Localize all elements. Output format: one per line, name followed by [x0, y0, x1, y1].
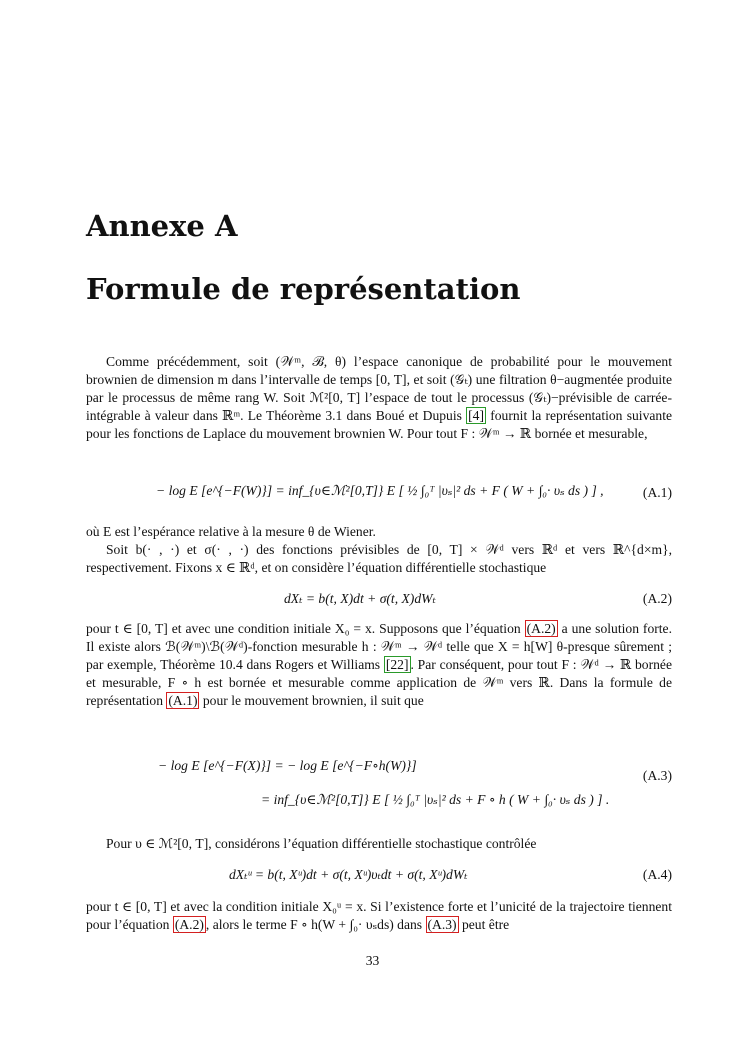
equation-a2-formula: dXₜ = b(t, X)dt + σ(t, X)dWₜ — [284, 591, 436, 606]
equation-a3-line2: = inf_{υ∈ℳ²[0,T]} E [ ½ ∫₀ᵀ |υₛ|² ds + F ∘ h ( W + ∫₀· υₛ ds ) ] . — [261, 792, 610, 807]
paragraph-intro — [86, 353, 672, 443]
paragraph-controle: Pour υ ∈ ℳ²[0, T], considérons l’équation différentielle stochastique contrôlée — [106, 836, 537, 851]
paragraph-intro-text: Comme précédemment, soit (𝒲ᵐ, ℬ, θ) l’espace canonique de probabilité pour le mouvement brownien de dimension m dans l’intervalle de temps [0, T], et soit (𝒢ₜ) une filtration θ−augmentée produite par le processus de même rang W. Soit ℳ²[0, T] l’espace de tout le processus (𝒢ₜ)−prévisible de carrée-intégrable à valeur dans ℝᵐ. Le Théorème 3.1 dans Boué et Dupuis — [86, 354, 672, 423]
equation-a1-label: (A.1) — [642, 485, 672, 500]
paragraph-unicite — [86, 898, 672, 934]
equation-a1-formula: − log E [e^{−F(W)}] = inf_{υ∈ℳ²[0,T]} E [ ½ ∫₀ᵀ |υₛ|² ds + F ( W + ∫₀· υₛ ds ) ] , — [156, 483, 604, 498]
paragraph-unicite-text-1: pour t ∈ [0, T] et avec la condition initiale X₀ᵘ = x. Si l’existence forte et l’unicité de la trajectoire tiennent pour l’équation — [86, 899, 672, 932]
paragraph-intro-text-after: fournit la représentation suivante pour les fonctions de Laplace du mouvement brownien W. Pour tout F : 𝒲ᵐ → ℝ bornée et mesurable, — [86, 408, 673, 441]
page-number: 33 — [365, 953, 380, 968]
equation-link-a2[interactable]: (A.2) — [526, 621, 556, 636]
equation-link-a3[interactable]: (A.3) — [427, 917, 457, 932]
equation-a1 — [86, 478, 672, 508]
equation-a3 — [86, 756, 672, 826]
paragraph-solution-forte-text-1: pour t ∈ [0, T] et avec une condition initiale X₀ = x. Supposons que l’équation — [86, 621, 525, 636]
paragraph-solution-forte-text-3: . Par conséquent, pour tout F : 𝒲ᵈ → ℝ bornée et mesurable, F ∘ h est bornée et mesurable comme application de 𝒲ᵐ vers ℝ. Dans la formule de représentation — [86, 657, 672, 708]
equation-a3-line1: − log E [e^{−F(X)}] = − log E [e^{−F∘h(W)}] — [158, 758, 417, 773]
equation-a3-label: (A.3) — [642, 768, 672, 783]
citation-link-22[interactable]: [22] — [385, 657, 409, 672]
equation-a4-formula: dXₜᵘ = b(t, Xᵘ)dt + σ(t, Xᵘ)υₜdt + σ(t, Xᵘ)dWₜ — [229, 867, 468, 882]
paragraph-solution-forte — [86, 620, 672, 710]
chapter-title: Formule de représentation — [86, 272, 521, 306]
equation-link-a1[interactable]: (A.1) — [168, 693, 198, 708]
paragraph-esperance: où E est l’espérance relative à la mesure θ de Wiener. — [86, 524, 376, 539]
citation-link-4[interactable]: [4] — [468, 408, 485, 423]
equation-link-a2-second[interactable]: (A.2) — [174, 917, 204, 932]
chapter-label: Annexe A — [86, 209, 238, 243]
paragraph-solution-forte-text-4: pour le mouvement brownien, il suit que — [199, 693, 424, 708]
equation-a2 — [86, 584, 672, 614]
paragraph-unicite-text-2: , alors le terme F ∘ h(W + ∫₀· υₛds) dans — [205, 917, 426, 932]
paragraph-unicite-text-3: peut être — [458, 917, 510, 932]
equation-a4-label: (A.4) — [642, 867, 672, 882]
equation-a2-label: (A.2) — [642, 591, 672, 606]
equation-a4 — [86, 860, 672, 890]
paragraph-sde-intro: Soit b(· , ·) et σ(· , ·) des fonctions prévisibles de [0, T] × 𝒲ᵈ vers ℝᵈ et vers ℝ^{d×m}, respectivement. Fixons x ∈ ℝᵈ, et on considère l’équation différentielle stochastique — [86, 542, 672, 575]
paragraph-solution-forte-text-2: a une solution forte. Il existe alors ℬ(𝒲ᵐ)\ℬ(𝒲ᵈ)-fonction mesurable h : 𝒲ᵐ → 𝒲ᵈ telle que X = h[W] θ-presque sûrement ; par exemple, Théorème 10.4 dans Rogers et Williams — [86, 621, 672, 672]
